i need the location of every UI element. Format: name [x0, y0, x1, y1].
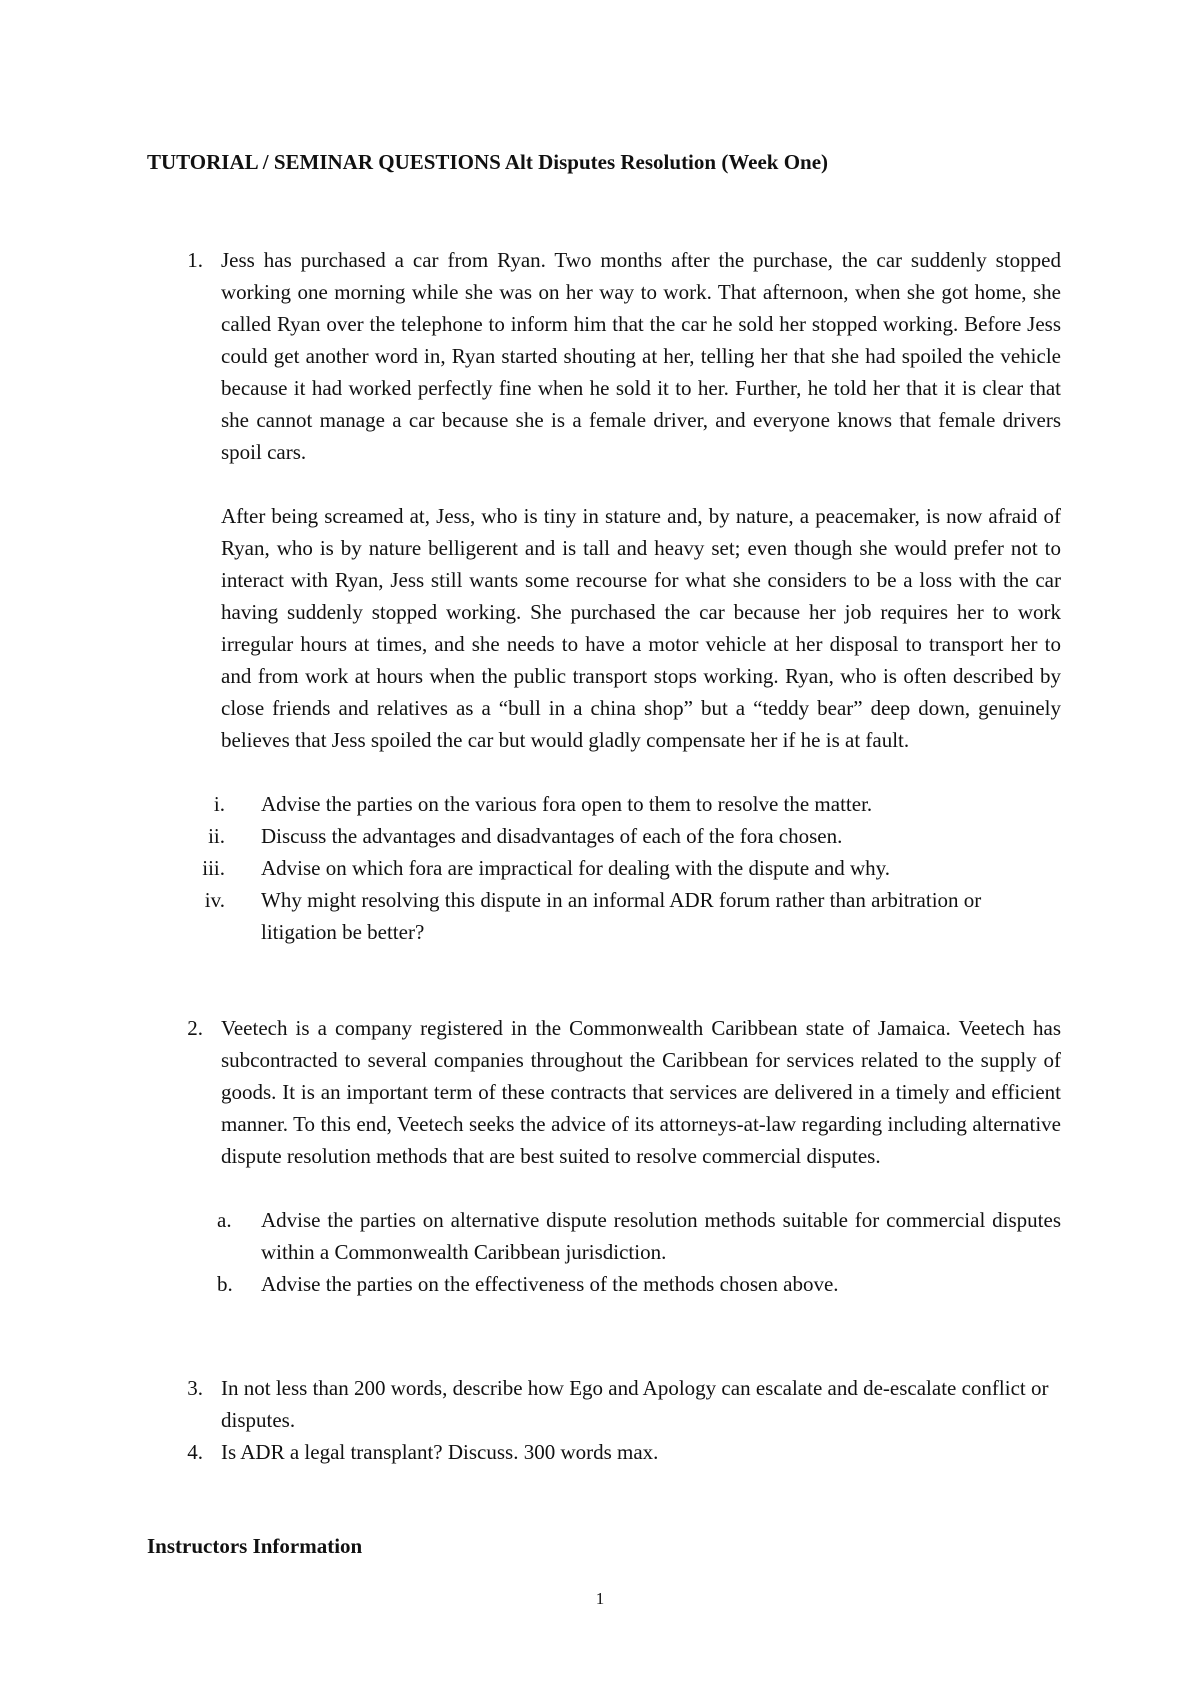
question-paragraph: Is ADR a legal transplant? Discuss. 300 words max. — [221, 1440, 659, 1464]
list-text: Advise on which fora are impractical for dealing with the dispute and why. — [261, 856, 891, 880]
question-paragraph: In not less than 200 words, describe how Ego and Apology can escalate and de-escalate conflict or disputes. — [221, 1376, 1049, 1432]
list-text: Advise the parties on alternative dispute resolution methods suitable for commercial disputes within a Commonwealth Caribbean jurisdiction. — [261, 1208, 1061, 1264]
list-marker: i. — [213, 792, 225, 816]
instructors-heading: Instructors Information — [147, 1534, 363, 1558]
question-number: 1. — [187, 248, 203, 272]
question-paragraph: After being screamed at, Jess, who is tiny in stature and, by nature, a peacemaker, is now afraid of Ryan, who is by nature belligerent and is tall and heavy set; even though she would prefer not to interact with Ryan, Jess still wants some recourse for what she considers to be a loss with the car having suddenly stopped working. She purchased the car because her job requires her to work irregular hours at times, and she needs to have a motor vehicle at her disposal to transport her to and from work at hours when the public transport stops working. Ryan, who is often described by close friends and relatives as a “bull in a china shop” but a “teddy bear” deep down, genuinely believes that Jess spoiled the car but would gladly compensate her if he is at fault. — [221, 504, 1061, 752]
question-number: 2. — [187, 1016, 203, 1040]
page-title: TUTORIAL / SEMINAR QUESTIONS Alt Disputes Resolution (Week One) — [147, 150, 829, 174]
list-marker: ii. — [208, 824, 225, 848]
page-number: 1 — [595, 1589, 605, 1608]
question-number: 4. — [187, 1440, 203, 1464]
question-number: 3. — [187, 1376, 203, 1400]
list-text: Advise the parties on the effectiveness of the methods chosen above. — [261, 1272, 839, 1296]
list-marker: b. — [217, 1272, 233, 1296]
question-paragraph: Veetech is a company registered in the Commonwealth Caribbean state of Jamaica. Veetech has subcontracted to several companies throughout the Caribbean for services related to the supply of goods. It is an important term of these contracts that services are delivered in a timely and efficient manner. To this end, Veetech seeks the advice of its attorneys-at-law regarding including alternative dispute resolution methods that are best suited to resolve commercial disputes. — [221, 1016, 1061, 1168]
list-marker: a. — [217, 1208, 232, 1232]
list-text: Why might resolving this dispute in an informal ADR forum rather than arbitration or litigation be better? — [261, 888, 982, 944]
list-marker: iv. — [204, 888, 225, 912]
list-text: Discuss the advantages and disadvantages of each of the fora chosen. — [261, 824, 843, 848]
list-text: Advise the parties on the various fora open to them to resolve the matter. — [261, 792, 873, 816]
question-paragraph: Jess has purchased a car from Ryan. Two months after the purchase, the car suddenly stopped working one morning while she was on her way to work. That afternoon, when she got home, she called Ryan over the telephone to inform him that the car he sold her stopped working. Before Jess could get another word in, Ryan started shouting at her, telling her that she had spoiled the vehicle because it had worked perfectly fine when he sold it to her. Further, he told her that it is clear that she cannot manage a car because she is a female driver, and everyone knows that female drivers spoil cars. — [221, 248, 1061, 464]
list-marker: iii. — [202, 856, 225, 880]
